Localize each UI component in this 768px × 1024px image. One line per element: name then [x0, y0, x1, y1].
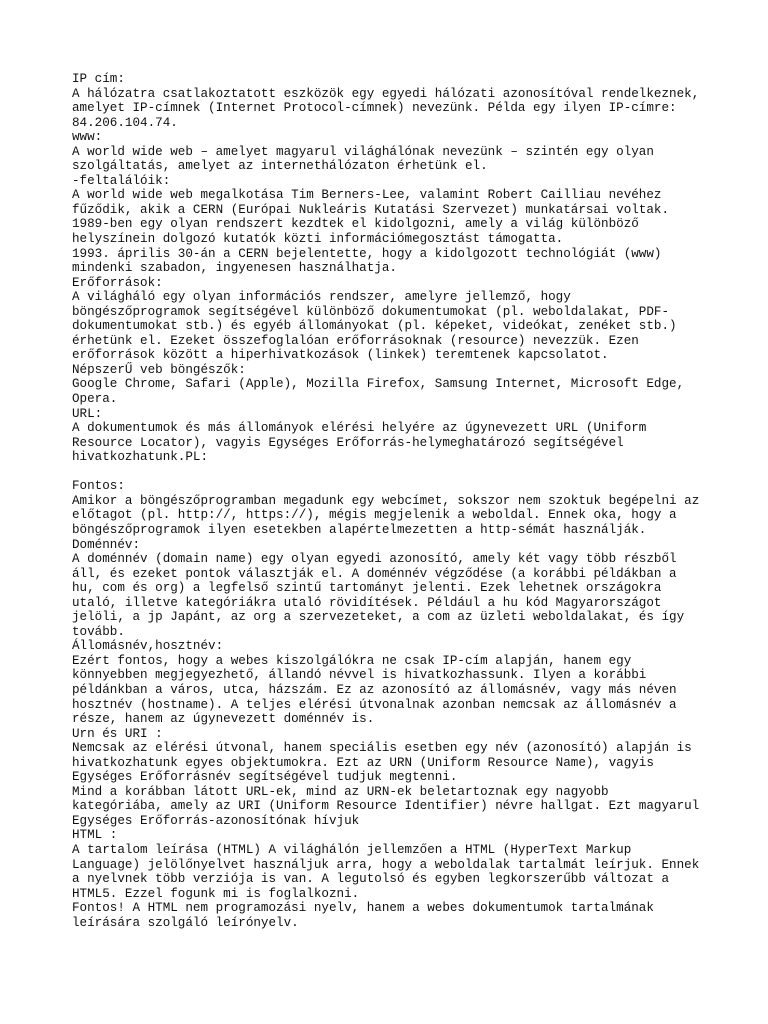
document-line: a nyelvnek több verziója is van. A legutolsó és egyben legkorszerűbb változat a: [72, 872, 670, 887]
document-line: HTML :: [72, 828, 118, 843]
document-line: A world wide web – amelyet magyarul világhálónak nevezünk – szintén egy olyan: [72, 144, 654, 159]
document-line: erőforrások között a hiperhivatkozások (linkek) teremtenek kapcsolatot.: [72, 348, 609, 363]
document-line: Opera.: [72, 392, 118, 407]
document-line: Fontos! A HTML nem programozási nyelv, hanem a webes dokumentumok tartalmának: [72, 901, 654, 916]
document-line: amelyet IP-címnek (Internet Protocol-címnek) nevezünk. Példa egy ilyen IP-címre:: [72, 101, 677, 116]
document-line: tovább.: [72, 624, 125, 639]
document-line: -feltalálóik:: [72, 173, 171, 188]
document-line: A dokumentumok és más állományok elérési helyére az úgynevezett URL (Uniform: [72, 421, 647, 436]
document-line: Resource Locator), vagyis Egységes Erőforrás-helymeghatározó segítségével: [72, 435, 624, 450]
document-line: Erőforrások:: [72, 275, 163, 290]
document-line: Language) jelölőnyelvet használjuk arra, hogy a weboldalak tartalmát leírjuk. Ennek: [72, 857, 700, 872]
document-line: áll, és ezeket pontok választják el. A doménnév végződése (a korábbi példákban a: [72, 566, 677, 581]
document-line: 84.206.104.74.: [72, 115, 178, 130]
document-line: szolgáltatás, amelyet az internethálózaton érhetünk el.: [72, 159, 488, 174]
document-line: jelöli, a jp Japánt, az org a szervezeteket, a com az üzleti weboldalakat, és így: [72, 610, 685, 625]
document-line: URL:: [72, 406, 103, 421]
document-line: Egységes Erőforrásnév segítségével tudjuk megtenni.: [72, 770, 458, 785]
document-line: A doménnév (domain name) egy olyan egyedi azonosító, amely két vagy több részből: [72, 552, 677, 567]
document-line: Egységes Erőforrás-azonosítónak hívjuk: [72, 813, 360, 828]
document-line: A tartalom leírása (HTML) A világhálón jellemzően a HTML (HyperText Markup: [72, 842, 632, 857]
document-line: előtagot (pl. http://, https://), mégis megjelenik a weboldal. Ennek oka, hogy a: [72, 508, 677, 523]
document-line: NépszerŰ veb böngészők:: [72, 362, 246, 377]
document-line: utaló, illetve kategóriákra utaló rövidítések. Például a hu kód Magyarországot: [72, 595, 662, 610]
document-line: hosztnév (hostname). A teljes elérési útvonalnak azonban nemcsak az állomásnév a: [72, 697, 677, 712]
document-line: kategóriába, amely az URI (Uniform Resource Identifier) névre hallgat. Ezt magyarul: [72, 799, 700, 814]
document-line: www:: [72, 130, 103, 145]
document-line: [72, 465, 712, 480]
document-line: dokumentumokat stb.) és egyéb állományokat (pl. képeket, videókat, zenéket stb.): [72, 319, 677, 334]
document-line: Google Chrome, Safari (Apple), Mozilla Firefox, Samsung Internet, Microsoft Edge,: [72, 377, 685, 392]
document-line: része, hanem az úgynevezett doménnév is.: [72, 712, 375, 727]
document-line: 1993. április 30-án a CERN bejelentette, hogy a kidolgozott technológiát (www): [72, 246, 662, 261]
document-line: hivatkozhatunk.PL:: [72, 450, 209, 465]
document-line: hu, com és org) a legfelső szintű tartományt jelenti. Ezek lehetnek országokra: [72, 581, 662, 596]
document-line: példánkban a város, utca, házszám. Ez az azonosító az állomásnév, vagy más néven: [72, 682, 677, 697]
document-line: érhetünk el. Ezeket összefoglalóan erőforrásoknak (resource) nevezzük. Ezen: [72, 333, 639, 348]
document-line: A világháló egy olyan információs rendszer, amelyre jellemző, hogy: [72, 290, 571, 305]
document-page: [72, 72, 712, 930]
document-line: A world wide web megalkotása Tim Berners-Lee, valamint Robert Cailliau nevéhez: [72, 188, 662, 203]
document-line: Urn és URI :: [72, 726, 163, 741]
document-line: böngészőprogramok ilyen esetekben alapértelmezetten a http-sémát használják.: [72, 522, 647, 537]
document-line: Nemcsak az elérési útvonal, hanem speciális esetben egy név (azonosító) alapján is: [72, 741, 692, 756]
document-line: HTML5. Ezzel fogunk mi is foglalkozni.: [72, 886, 360, 901]
document-line: leírására szolgáló leírónyelv.: [72, 915, 299, 930]
document-line: Amikor a böngészőprogramban megadunk egy webcímet, sokszor nem szoktuk begépelni az: [72, 493, 700, 508]
document-line: Állomásnév,hosztnév:: [72, 639, 224, 654]
document-line: fűződik, akik a CERN (Európai Nukleáris Kutatási Szervezet) munkatársai voltak.: [72, 202, 670, 217]
document-line: böngészőprogramok segítségével különböző dokumentumokat (pl. weboldalakat, PDF-: [72, 304, 670, 319]
document-line: könnyebben megjegyezhető, állandó névvel is hivatkozhassunk. Ilyen a korábbi: [72, 668, 647, 683]
document-line: IP cím:: [72, 72, 125, 86]
document-line: 1989-ben egy olyan rendszert kezdtek el kidolgozni, amely a világ különböző: [72, 217, 639, 232]
document-line: Fontos:: [72, 479, 125, 494]
document-line: hivatkozhatunk egyes objektumokra. Ezt az URN (Uniform Resource Name), vagyis: [72, 755, 654, 770]
document-line: Doménnév:: [72, 537, 141, 552]
document-line: mindenki szabadon, ingyenesen használhatja.: [72, 261, 397, 276]
document-line: A hálózatra csatlakoztatott eszközök egy egyedi hálózati azonosítóval rendelkeznek,: [72, 86, 700, 101]
document-line: Mind a korábban látott URL-ek, mind az URN-ek beletartoznak egy nagyobb: [72, 784, 609, 799]
document-line: Ezért fontos, hogy a webes kiszolgálókra ne csak IP-cím alapján, hanem egy: [72, 653, 632, 668]
document-line: helyszínein dolgozó kutatók közti információmegosztást támogatta.: [72, 232, 564, 247]
